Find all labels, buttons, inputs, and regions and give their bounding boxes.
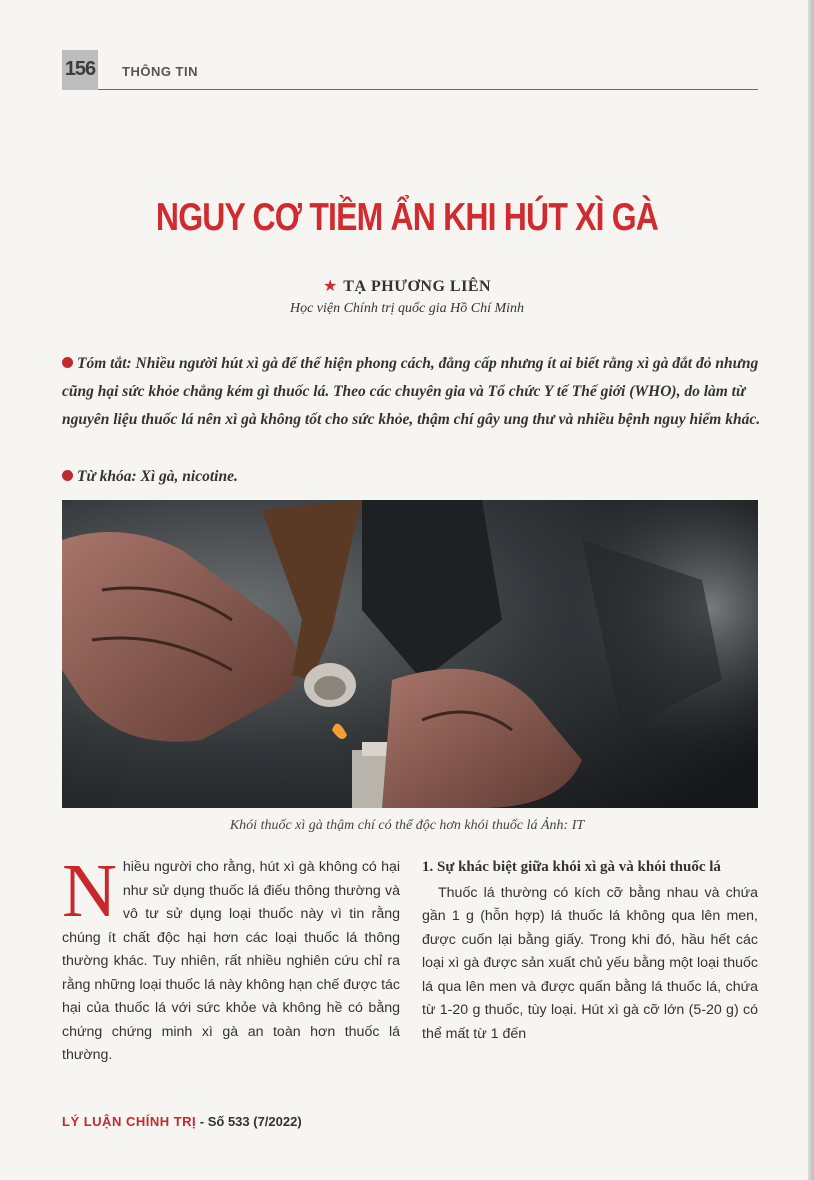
page-footer: [62, 1114, 302, 1129]
section-1-heading: 1. Sự khác biệt giữa khói xì gà và khói thuốc lá: [422, 859, 721, 875]
page-number: 156: [64, 58, 96, 80]
keywords: [62, 468, 762, 486]
header-rule: [98, 89, 758, 90]
cigar-photo-illustration: [62, 500, 758, 808]
intro-column: [62, 849, 400, 1068]
section-1-column: [422, 856, 758, 1046]
page-edge: [808, 0, 814, 1180]
bullet-icon: [62, 470, 73, 481]
intro-paragraph: hiều người cho rằng, hút xì gà không có hại như sử dụng thuốc lá điếu thông thường và vô tư sử dụng loại thuốc này vì tin rằng chúng ít chất độc hại hơn các loại thuốc lá thông thường khác. Tuy nhiên, rất nhiều nghiên cứu chỉ ra rằng những loại thuốc lá này không hạn chế được tác hại của thuốc lá với sức khỏe và không hề có bằng chứng chứng minh xì gà an toàn hơn thuốc lá thường.: [62, 859, 400, 1063]
keywords-text: Từ khóa: Xì gà, nicotine.: [77, 468, 238, 485]
abstract-text: Tóm tắt: Nhiều người hút xì gà để thể hiện phong cách, đẳng cấp nhưng ít ai biết rằng xì gà đắt đỏ nhưng cũng hại sức khỏe chẳng kém gì thuốc lá. Theo các chuyên gia và Tổ chức Y tế Thế giới (WHO), do làm từ nguyên liệu thuốc lá nên xì gà không tốt cho sức khỏe, thậm chí gây ung thư và nhiều bệnh nguy hiểm khác.: [62, 355, 761, 428]
article-title: NGUY CƠ TIỀM ẨN KHI HÚT XÌ GÀ: [155, 196, 659, 239]
drop-cap: N: [62, 849, 117, 933]
photo-caption: Khói thuốc xì gà thậm chí có thể độc hơn khói thuốc lá Ảnh: IT: [229, 818, 585, 833]
author-name: TẠ PHƯƠNG LIÊN: [343, 278, 492, 295]
star-icon: ★: [322, 276, 338, 295]
journal-name: LÝ LUẬN CHÍNH TRỊ: [62, 1114, 197, 1129]
section-label: THÔNG TIN: [122, 64, 198, 79]
author-line: [0, 276, 814, 296]
bullet-icon: [62, 357, 73, 368]
section-1-paragraph: Thuốc lá thường có kích cỡ bằng nhau và chứa gần 1 g (hỗn hợp) lá thuốc lá không qua lên men, được cuốn lại bằng giấy. Trong khi đó, hầu hết các loại xì gà được sản xuất chủ yếu bằng một loại thuốc lá qua lên men và được quấn bằng lá thuốc lá, chứa từ 1-20 g thuốc, tùy loại. Hút xì gà cỡ lớn (5-20 g) có thể mất từ 1 đến: [422, 884, 758, 1042]
article-photo: [62, 500, 758, 808]
journal-issue: - Số 533 (7/2022): [196, 1114, 302, 1129]
abstract: [62, 350, 762, 434]
author-affiliation: Học viện Chính trị quốc gia Hồ Chí Minh: [289, 301, 525, 316]
